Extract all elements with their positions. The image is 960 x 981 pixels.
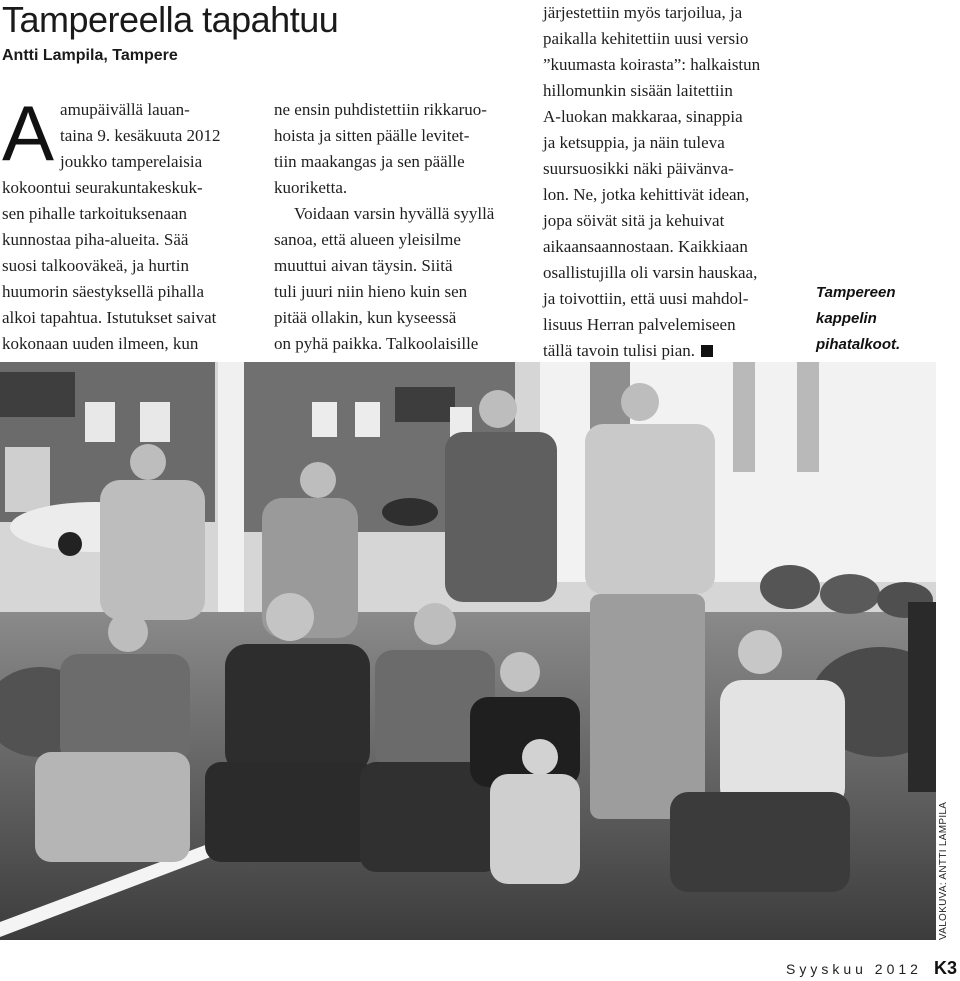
text-line: kokoontui seurakuntakeskuk- (2, 178, 203, 197)
article-byline: Antti Lampila, Tampere (2, 47, 178, 64)
text-line: sen pihalle tarkoituksenaan (2, 204, 188, 223)
group-photo (0, 362, 936, 940)
end-mark-icon (701, 345, 713, 357)
text-line: ja toivottiin, että uusi mahdol- (543, 289, 749, 308)
text-line: Voidaan varsin hyvällä syyllä (294, 204, 495, 223)
text-line: alkoi tapahtua. Istutukset saivat (2, 308, 217, 327)
text-line: tiin maakangas ja sen päälle (274, 152, 465, 171)
text-line: hoista ja sitten päälle levitet- (274, 126, 470, 145)
text-line: huumorin säestyksellä pihalla (2, 282, 205, 301)
caption-line: pihatalkoot. (816, 336, 901, 353)
group-photo-illustration (0, 362, 936, 940)
drop-cap: A (2, 89, 55, 177)
text-line: kunnostaa piha-alueita. Sää (2, 230, 189, 249)
text-line: aikaansaannostaan. Kaikkiaan (543, 237, 748, 256)
text-line: hillomunkin sisään laitettiin (543, 81, 733, 100)
text-line: ne ensin puhdistettiin rikkaruo- (274, 100, 487, 119)
text-line: osallistujilla oli varsin hauskaa, (543, 263, 758, 282)
text-line: taina 9. kesäkuuta 2012 (60, 126, 221, 145)
text-line: muuttui aivan täysin. Siitä (274, 256, 453, 275)
footer-issue-month: Syyskuu 2012 (786, 961, 922, 977)
photo-caption (816, 280, 956, 358)
text-line: suursuosikki näki päivänva- (543, 159, 734, 178)
text-line: joukko tamperelaisia (60, 152, 203, 171)
article-column-1 (2, 89, 257, 357)
text-line: lon. Ne, jotka kehittivät idean, (543, 185, 750, 204)
article-column-3 (543, 0, 798, 364)
text-line: suosi talkooväkeä, ja hurtin (2, 256, 189, 275)
text-line: paikalla kehitettiin uusi versio (543, 29, 749, 48)
text-line: lisuus Herran palvelemiseen (543, 315, 736, 334)
text-line: pitää ollakin, kun kyseessä (274, 308, 457, 327)
text-line-content: tällä tavoin tulisi pian. (543, 341, 696, 360)
text-line-last (543, 338, 798, 364)
text-line: ”kuumasta koirasta”: halkaistun (543, 55, 761, 74)
footer-page-number: K3 (934, 958, 958, 978)
caption-line: Tampereen (816, 284, 896, 301)
text-line: jopa söivät sitä ja kehuivat (543, 211, 725, 230)
text-line: tuli juuri niin hieno kuin sen (274, 282, 468, 301)
caption-line: kappelin (816, 310, 877, 327)
text-line: kuoriketta. (274, 178, 348, 197)
article-title: Tampereella tapahtuu (2, 0, 339, 40)
article-column-2 (274, 97, 529, 357)
text-line: on pyhä paikka. Talkoolaisille (274, 334, 479, 353)
text-line: kokonaan uuden ilmeen, kun (2, 334, 199, 353)
text-line: ja ketsuppia, ja näin tuleva (543, 133, 725, 152)
text-line: sanoa, että alueen yleisilme (274, 230, 461, 249)
text-line: järjestettiin myös tarjoilua, ja (543, 3, 743, 22)
text-line: A-luokan makkaraa, sinappia (543, 107, 743, 126)
text-line: amupäivällä lauan- (60, 100, 190, 119)
